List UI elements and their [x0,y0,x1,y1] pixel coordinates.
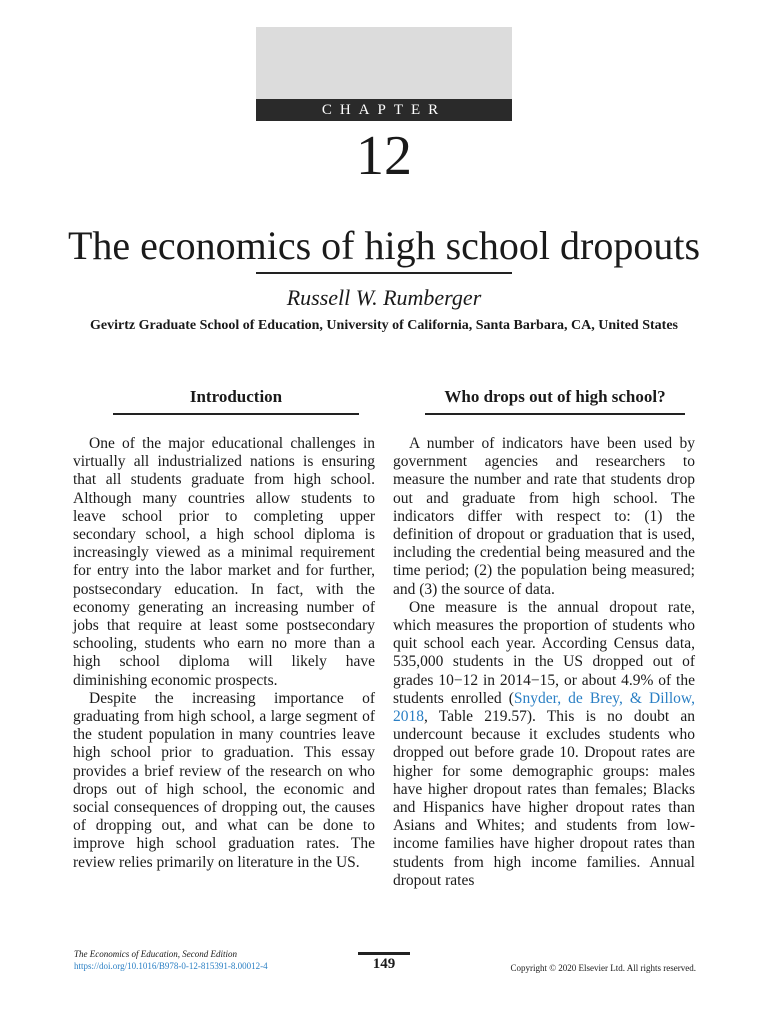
body-paragraph: Despite the increasing importance of graduating from high school, a large segment of the student population in many countries leave high school prior to graduation. This essay provides a brief review of the research on who drops out of high school, the economic and social consequences of dropping out, the causes of dropping out, and what can be done to improve high school graduation rates. The review relies primarily on literature in the US. [73,689,375,871]
book-title: The Economics of Education, Second Edition [74,949,237,959]
section-heading-who-drops-out: Who drops out of high school? [425,384,685,415]
citation-link[interactable]: Snyder, de Brey, & Dillow, 2018 [393,689,695,726]
chapter-number: 12 [356,125,412,187]
title-divider [256,272,512,274]
author-affiliation: Gevirtz Graduate School of Education, University of California, Santa Barbara, CA, United States [90,318,678,333]
chapter-label: CHAPTER [256,99,512,121]
section-heading-introduction: Introduction [113,384,359,415]
paragraph-text: , Table 219.57). This is no doubt an undercount because it excludes students who dropped out before grade 10. Dropout rates are higher for some demographic groups: males have higher dropout rates than females; Blacks and Hispanics have higher dropout rates than Asians and Whites; and students from low-income families have higher dropout rates than students from high income families. Annual dropout rates [393,708,695,889]
footer-source [74,948,268,972]
left-column [73,384,375,872]
chapter-banner [256,27,512,99]
body-paragraph: One of the major educational challenges in virtually all industrialized nations is ensuring that all students graduate from high school. Although many countries allow students to leave school prior to completing upper secondary school, a high school diploma is increasingly viewed as a minimal requirement for entry into the labor market and for further, postsecondary education. In fact, with the economy generating an increasing number of jobs that require at least some postsecondary schooling, students who earn no more than a high school diploma will likely have diminishing economic prospects. [73,435,375,689]
paragraph-text: One measure is the annual dropout rate, which measures the proportion of students who quit school each year. According Census data, 535,000 students in the US dropped out of grades 10−12 in 2014−15, or about 4.9% of the students enrolled ( [393,598,695,707]
copyright-notice: Copyright © 2020 Elsevier Ltd. All rights reserved. [510,963,696,973]
page-number: 149 [372,956,396,972]
doi-link[interactable]: https://doi.org/10.1016/B978-0-12-815391-8.00012-4 [74,961,268,971]
page-number-rule [358,952,410,955]
right-column [393,384,695,890]
author-name: Russell W. Rumberger [286,285,482,310]
body-paragraph [393,599,695,890]
body-paragraph: A number of indicators have been used by government agencies and researchers to measure the number and rate that students drop out and graduate from high school. The indicators differ with respect to: (1) the definition of dropout or graduation that is used, including the credential being measured and the time period; (2) the population being measured; and (3) the source of data. [393,435,695,598]
chapter-title: The economics of high school dropouts [67,223,701,268]
